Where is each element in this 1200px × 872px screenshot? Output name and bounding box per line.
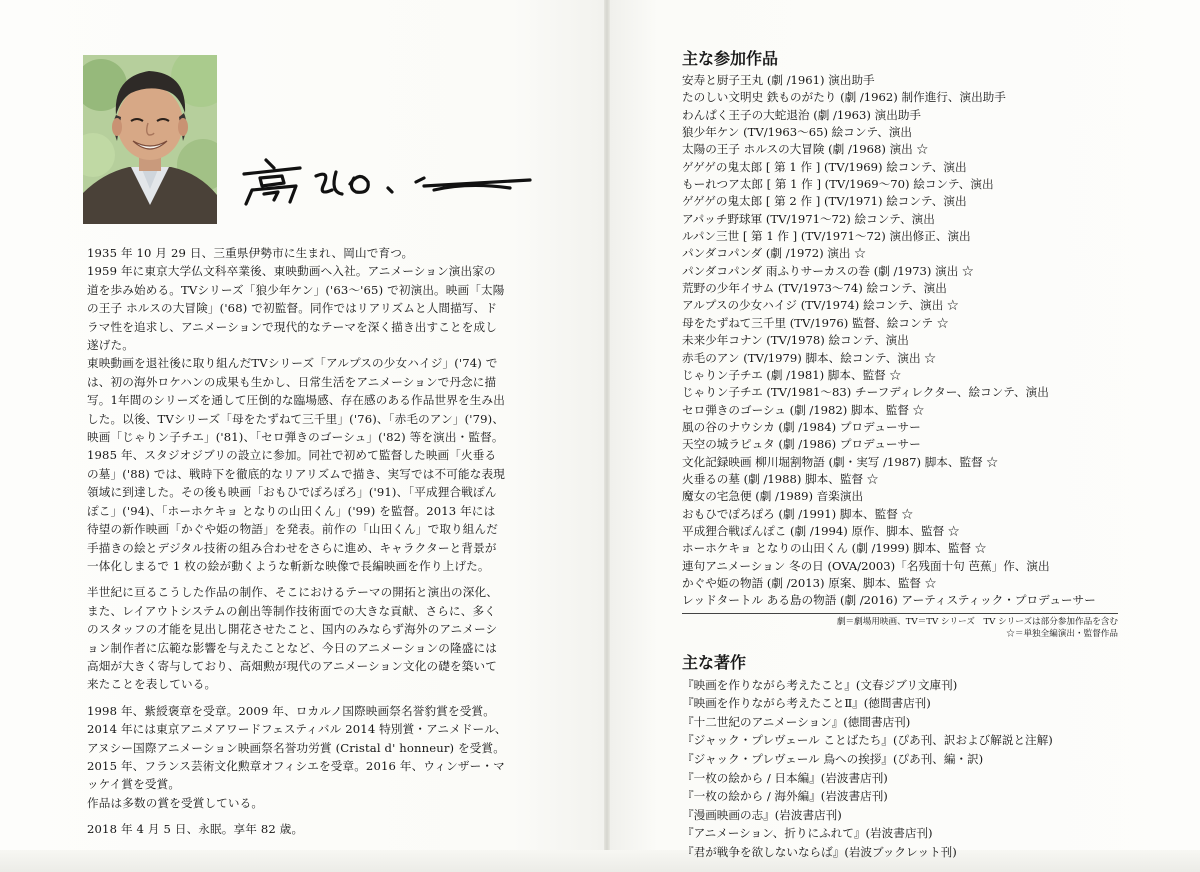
books-item: 『映画を作りながら考えたこと』(文春ジブリ文庫刊) [682, 677, 958, 692]
works-item: 平成狸合戦ぽんぽこ (劇 /1994) 原作、脚本、監督 ☆ [682, 523, 960, 538]
works-item: 連句アニメーション 冬の日 (OVA/2003)「名残面十句 芭蕉」作、演出 [682, 558, 1050, 573]
works-item: ホーホケキョ となりの山田くん (劇 /1999) 脚本、監督 ☆ [682, 541, 987, 556]
handwritten-signature [238, 148, 538, 208]
works-item: ルパン三世 [ 第 1 作 ] (TV/1971～72) 演出修正、演出 [682, 229, 971, 244]
books-item: 『十二世紀のアニメーション』(徳間書店刊) [682, 714, 911, 729]
biography [87, 244, 507, 839]
works-item: パンダコパンダ 雨ふりサーカスの巻 (劇 /1973) 演出 ☆ [682, 263, 974, 278]
works-item: 火垂るの墓 (劇 /1988) 脚本、監督 ☆ [682, 471, 879, 486]
works-item: わんぱく王子の大蛇退治 (劇 /1963) 演出助手 [682, 107, 922, 122]
works-legend-abbrev: 劇＝劇場用映画、TV＝TV シリーズ TV シリーズは部分参加作品を含む [836, 616, 1118, 627]
works-item: セロ弾きのゴーシュ (劇 /1982) 脚本、監督 ☆ [682, 402, 925, 417]
works-item: パンダコパンダ (劇 /1972) 演出 ☆ [682, 246, 866, 261]
books-item: 『アニメーション、折りにふれて』(岩波書店刊) [682, 826, 933, 841]
bio-ghibli: 1985 年、スタジオジブリの設立に参加。同社で初めて監督した映画「火垂るの墓」('88) では、戦時下を徹底的なリアリズムで描き、実写では不可能な表現領域に到達した。その後も映画「おもひでぽろぽろ」('91)、「平成狸合戦ぽんぽこ」('94)、「ホーホケキョ となりの山田くん」('99) を監督。2013 年には待望の新作映画「かぐや姫の物語」を発表。前作の「山田くん」で取り組んだ手描きの絵とデジタル技術の組み合わせをさらに進め、キャラクターと背景が一体化しまるで 1 枚の絵が動くような斬新な映像で長編映画を作り上げた。 [87, 448, 505, 573]
bio-legacy: 半世紀に亘るこうした作品の制作、そこにおけるテーマの開拓と演出の深化、また、レイアウトシステムの創出等制作技術面での大きな貢献、さらに、多くのスタッフの才能を見出し開花させたこと、国内のみならず海外のアニメーション制作者に広範な影響を与えたことなど、今日のアニメーションの隆盛には高畑が大きく寄与しており、高畑勲が現代のアニメーション文化の礎を築いて来たことを表している。 [87, 585, 499, 692]
works-item: 風の谷のナウシカ (劇 /1984) プロデューサー [682, 419, 921, 434]
books-item: 『ジャック・プレヴェール ことばたち』(ぴあ刊、訳および解説と注解) [682, 733, 1053, 748]
works-list [682, 72, 1122, 610]
books-list [682, 676, 1122, 862]
works-item: ゲゲゲの鬼太郎 [ 第 2 作 ] (TV/1971) 絵コンテ、演出 [682, 194, 967, 209]
works-legend [682, 616, 1118, 640]
portrait-photo [83, 55, 217, 224]
works-item: 文化記録映画 柳川堀割物語 (劇・実写 /1987) 脚本、監督 ☆ [682, 454, 998, 469]
works-item: レッドタートル ある島の物語 (劇 /2016) アーティスティック・プロデューサー [682, 593, 1096, 608]
works-item: 未来少年コナン (TV/1978) 絵コンテ、演出 [682, 333, 909, 348]
bio-death: 2018 年 4 月 5 日、永眠。享年 82 歳。 [87, 822, 304, 837]
works-item: 安寿と厨子王丸 (劇 /1961) 演出助手 [682, 73, 875, 87]
bio-awards-1998: 1998 年、紫綬褒章を受章。2009 年、ロカルノ国際映画祭名誉豹賞を受賞。 [87, 703, 495, 718]
works-item: 荒野の少年イサム (TV/1973～74) 絵コンテ、演出 [682, 281, 947, 296]
books-item: 『一枚の絵から / 日本編』(岩波書店刊) [682, 770, 888, 785]
works-item: アルプスの少女ハイジ (TV/1974) 絵コンテ、演出 ☆ [682, 298, 959, 313]
works-item: 赤毛のアン (TV/1979) 脚本、絵コンテ、演出 ☆ [682, 350, 936, 365]
works-item: 天空の城ラピュタ (劇 /1986) プロデューサー [682, 437, 921, 452]
works-item: ゲゲゲの鬼太郎 [ 第 1 作 ] (TV/1969) 絵コンテ、演出 [682, 159, 967, 174]
bio-tv-series: 東映動画を退社後に取り組んだTVシリーズ「アルプスの少女ハイジ」('74) では、初の海外ロケハンの成果も生かし、日常生活をアニメーションで丹念に描写。1年間のシリーズを通して圧倒的な臨場感、存在感のある作品世界を生み出した。以後、TVシリーズ「母をたずねて三千里」('76)、「赤毛のアン」('79)、映画「じゃりン子チエ」('81)、「セロ弾きのゴーシュ」('82) 等を演出・監督。 [87, 356, 505, 445]
bio-early-career: 1959 年に東京大学仏文科卒業後、東映動画へ入社。アニメーション演出家の道を歩み始める。TVシリーズ「狼少年ケン」('63～'65) で初演出。映画「太陽の王子 ホルスの大冒険」('68) で初監督。同作ではリアリズムと人間描写、ドラマ性を追求し、アニメーションで現代的なテーマを深く描き出すことを成し遂げた。 [87, 264, 505, 353]
books-item: 『映画を作りながら考えたことⅡ』(徳間書店刊) [682, 696, 931, 711]
books-heading: 主な著作 [682, 652, 747, 672]
works-item: アパッチ野球軍 (TV/1971～72) 絵コンテ、演出 [682, 211, 935, 226]
books-item: 『漫画映画の志』(岩波書店刊) [682, 807, 842, 822]
works-item: たのしい文明史 鉄ものがたり (劇 /1962) 制作進行、演出助手 [682, 90, 1006, 105]
bio-awards-summary: 作品は多数の賞を受賞している。 [87, 795, 264, 810]
bio-birth: 1935 年 10 月 29 日、三重県伊勢市に生まれ、岡山で育つ。 [87, 246, 414, 260]
books-item: 『君が戦争を欲しないならば』(岩波ブックレット刊) [682, 845, 957, 859]
bio-awards-2014: 2014 年には東京アニメアワードフェスティバル 2014 特別賞・アニメドール、アヌシー国際アニメーション映画祭名誉功労賞 (Cristal d' honneur) を受賞。2015 年、フランス芸術文化勲章オフィシエを受章。2016 年、ウィンザー・マッケイ賞を受賞。 [87, 722, 507, 792]
works-item: もーれつア太郎 [ 第 1 作 ] (TV/1969～70) 絵コンテ、演出 [682, 177, 994, 192]
works-item: 狼少年ケン (TV/1963～65) 絵コンテ、演出 [682, 125, 913, 140]
works-item: じゃりン子チエ (劇 /1981) 脚本、監督 ☆ [682, 367, 902, 382]
works-item: じゃりン子チエ (TV/1981～83) チーフディレクター、絵コンテ、演出 [682, 385, 1049, 400]
books-item: 『ジャック・プレヴェール 鳥への挨拶』(ぴあ刊、編・訳) [682, 752, 984, 767]
works-heading: 主な参加作品 [682, 49, 779, 68]
works-item: 魔女の宅急便 (劇 /1989) 音楽演出 [682, 489, 864, 504]
works-item: おもひでぽろぽろ (劇 /1991) 脚本、監督 ☆ [682, 506, 914, 521]
works-column [682, 48, 1122, 862]
books-item: 『一枚の絵から / 海外編』(岩波書店刊) [682, 789, 888, 804]
works-divider [682, 613, 1118, 614]
works-item: 母をたずねて三千里 (TV/1976) 監督、絵コンテ ☆ [682, 315, 949, 330]
works-legend-star: ☆＝単独全編演出・監督作品 [1006, 628, 1118, 639]
works-item: 太陽の王子 ホルスの大冒険 (劇 /1968) 演出 ☆ [682, 142, 929, 157]
works-item: かぐや姫の物語 (劇 /2013) 原案、脚本、監督 ☆ [682, 575, 937, 590]
